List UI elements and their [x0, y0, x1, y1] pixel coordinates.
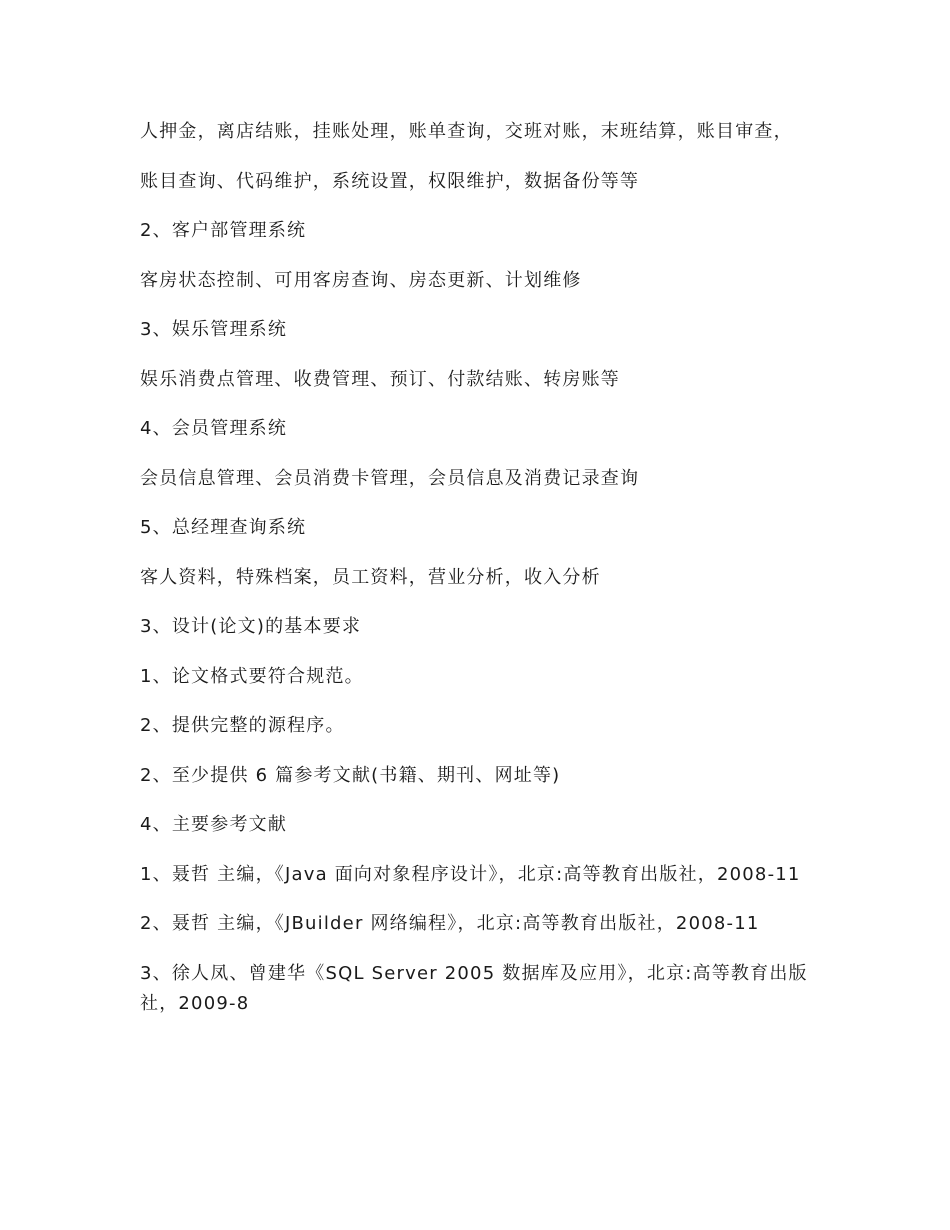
reference-sql-server-book: 3、徐人凤、曾建华《SQL Server 2005 数据库及应用》，北京:高等教育出版社，2009-8 — [140, 962, 808, 1014]
document-body — [140, 117, 812, 1038]
reference-jbuilder-book: 2、聂哲 主编，《JBuilder 网络编程》，北京:高等教育出版社，2008-11 — [140, 913, 760, 934]
heading-manager-query-system: 5、总经理查询系统 — [140, 517, 307, 538]
heading-main-references: 4、主要参考文献 — [140, 814, 288, 835]
paragraph-manager-query-functions: 客人资料，特殊档案，员工资料，营业分析，收入分析 — [140, 566, 601, 588]
heading-member-system: 4、会员管理系统 — [140, 418, 288, 439]
reference-java-book: 1、聂哲 主编，《Java 面向对象程序设计》，北京:高等教育出版社，2008-11 — [140, 863, 801, 885]
requirement-references: 2、至少提供 6 篇参考文献(书籍、期刊、网址等) — [140, 764, 561, 786]
heading-housekeeping-system: 2、客户部管理系统 — [140, 220, 307, 241]
heading-design-requirements: 3、设计(论文)的基本要求 — [140, 616, 362, 637]
paragraph-front-desk-functions-end: 账目查询、代码维护，系统设置，权限维护，数据备份等等 — [140, 170, 640, 192]
requirement-source-code: 2、提供完整的源程序。 — [140, 715, 345, 736]
paragraph-member-functions: 会员信息管理、会员消费卡管理，会员信息及消费记录查询 — [140, 467, 640, 489]
paragraph-housekeeping-functions: 客房状态控制、可用客房查询、房态更新、计划维修 — [140, 269, 582, 291]
paragraph-entertainment-functions: 娱乐消费点管理、收费管理、预订、付款结账、转房账等 — [140, 368, 620, 390]
paragraph-front-desk-functions-cont: 人押金，离店结账，挂账处理，账单查询，交班对账，末班结算，账目审查， — [140, 121, 793, 142]
requirement-format: 1、论文格式要符合规范。 — [140, 665, 364, 687]
heading-entertainment-system: 3、娱乐管理系统 — [140, 319, 288, 340]
